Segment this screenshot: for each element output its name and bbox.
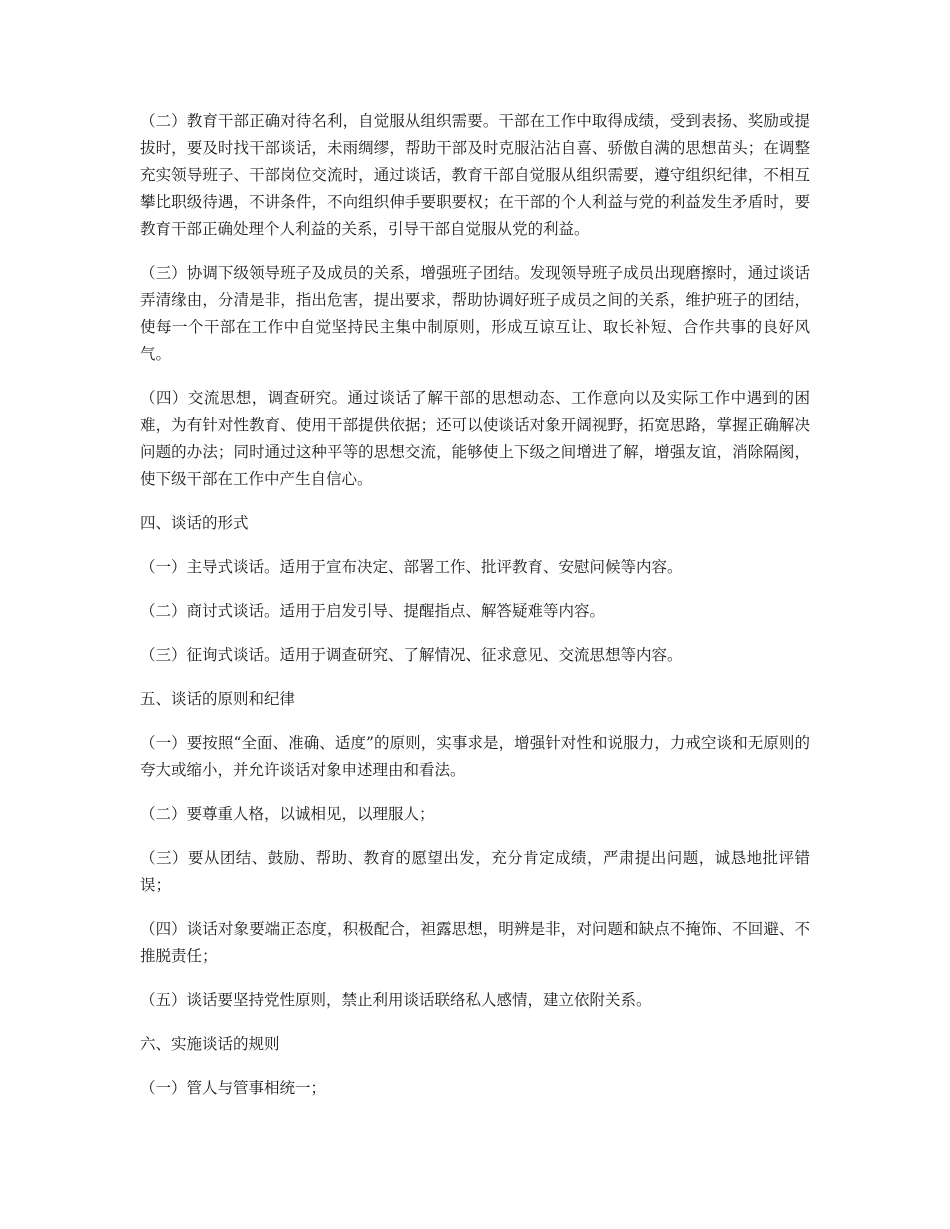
section-heading-6: 六、实施谈话的规则 bbox=[140, 1035, 280, 1053]
paragraph-2-2: （三）协调下级领导班子及成员的关系，增强班子团结。发现领导班子成员出现磨擦时，通过谈话弄清缘由，分清是非，指出危害，提出要求，帮助协调好班子成员之间的关系，维护班子的团结，使每一个干部在工作中自觉坚持民主集中制原则，形成互谅互让、取长补短、合作共事的良好风气。 bbox=[140, 264, 810, 363]
document-body bbox=[140, 108, 810, 1119]
paragraph-5-5: （五）谈话要坚持党性原则，禁止利用谈话联络私人感情，建立依附关系。 bbox=[140, 991, 652, 1009]
paragraph-2-1: （二）教育干部正确对待名利，自觉服从组织需要。干部在工作中取得成绩，受到表扬、奖励或提拔时，要及时找干部谈话，未雨绸缪，帮助干部及时克服沾沾自喜、骄傲自满的思想苗头；在调整充实领导班子、干部岗位交流时，通过谈话，教育干部自觉服从组织需要，遵守组织纪律，不相互攀比职级待遇，不讲条件，不向组织伸手要职要权；在干部的个人利益与党的利益发生矛盾时，要教育干部正确处理个人利益的关系，引导干部自觉服从党的利益。 bbox=[140, 112, 810, 238]
paragraph-4-2: （二）商讨式谈话。适用于启发引导、提醒指点、解答疑难等内容。 bbox=[140, 602, 606, 620]
paragraph-5-2: （二）要尊重人格，以诚相见，以理服人； bbox=[140, 805, 435, 823]
paragraph-4-1: （一）主导式谈话。适用于宣布决定、部署工作、批评教育、安慰问候等内容。 bbox=[140, 558, 683, 576]
paragraph-2-3: （四）交流思想，调查研究。通过谈话了解干部的思想动态、工作意向以及实际工作中遇到的困难，为有针对性教育、使用干部提供依据；还可以使谈话对象开阔视野，拓宽思路，掌握正确解决问题的办法；同时通过这种平等的思想交流，能够使上下级之间增进了解，增强友谊，消除隔阂，使下级干部在工作中产生自信心。 bbox=[140, 389, 810, 488]
paragraph-4-3: （三）征询式谈话。适用于调查研究、了解情况、征求意见、交流思想等内容。 bbox=[140, 646, 683, 664]
paragraph-5-3: （三）要从团结、鼓励、帮助、教育的愿望出发，充分肯定成绩，严肃提出问题，诚恳地批评错误； bbox=[140, 849, 810, 894]
paragraph-5-4: （四）谈话对象要端正态度，积极配合，袒露思想，明辨是非，对问题和缺点不掩饰、不回避、不推脱责任； bbox=[140, 920, 810, 965]
section-heading-5: 五、谈话的原则和纪律 bbox=[140, 690, 296, 708]
section-heading-4: 四、谈话的形式 bbox=[140, 514, 249, 532]
paragraph-5-1: （一）要按照“全面、准确、适度”的原则，实事求是，增强针对性和说服力，力戒空谈和无原则的夸大或缩小，并允许谈话对象申述理由和看法。 bbox=[140, 734, 810, 779]
paragraph-6-1: （一）管人与管事相统一； bbox=[140, 1079, 327, 1097]
